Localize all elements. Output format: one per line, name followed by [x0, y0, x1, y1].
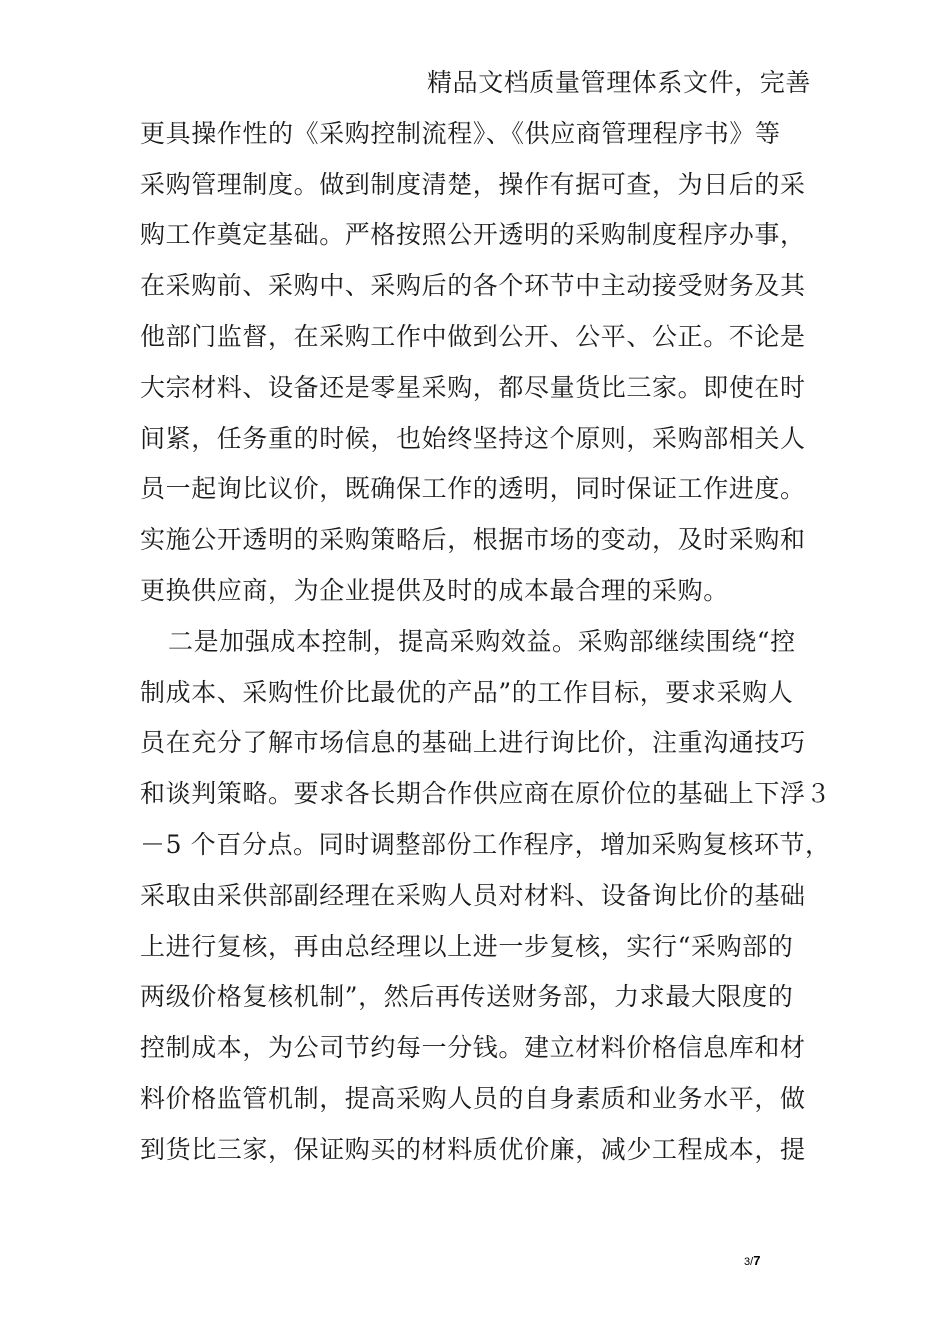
text-line: 料价格监管机制，提高采购人员的自身素质和业务水平，做	[140, 1083, 806, 1113]
text-line: 他部门监督，在采购工作中做到公开、公平、公正。不论是	[140, 321, 806, 351]
page-number-current: 3/	[744, 1256, 754, 1268]
text-line: 员在充分了解市场信息的基础上进行询比价，注重沟通技巧	[140, 728, 806, 758]
text-line-paragraph-start: 二是加强成本控制，提高采购效益。采购部继续围绕“控	[168, 626, 796, 656]
text-line-header: 精品文档质量管理体系文件，完善	[427, 68, 812, 97]
page-number-total: 7	[753, 1253, 761, 1268]
text-line: 控制成本，为公司节约每一分钱。建立材料价格信息库和材	[140, 1033, 806, 1063]
body-text	[140, 58, 832, 1176]
text-line: 员一起询比议价，既确保工作的透明，同时保证工作进度。	[140, 474, 806, 504]
text-line: 间紧，任务重的时候，也始终坚持这个原则，采购部相关人	[140, 423, 806, 453]
text-line: 更换供应商，为企业提供及时的成本最合理的采购。	[140, 575, 729, 605]
text-line: －5 个百分点。同时调整部份工作程序，增加采购复核环节，	[140, 829, 831, 859]
text-line: 购工作奠定基础。严格按照公开透明的采购制度程序办事，	[140, 220, 806, 250]
text-line: 采取由采供部副经理在采购人员对材料、设备询比价的基础	[140, 880, 806, 910]
text-line: 两级价格复核机制”，然后再传送财务部，力求最大限度的	[140, 982, 794, 1012]
text-line: 上进行复核，再由总经理以上进一步复核，实行“采购部的	[140, 931, 794, 961]
text-line: 更具操作性的《采购控制流程》、《供应商管理程序书》等	[140, 118, 781, 148]
text-line: 制成本、采购性价比最优的产品”的工作目标，要求采购人	[140, 677, 794, 707]
text-line: 大宗材料、设备还是零星采购，都尽量货比三家。即使在时	[140, 372, 806, 402]
text-line: 和谈判策略。要求各长期合作供应商在原价位的基础上下浮３	[140, 779, 832, 809]
page-number	[744, 1253, 760, 1268]
text-line: 采购管理制度。做到制度清楚，操作有据可查，为日后的采	[140, 169, 806, 199]
text-line: 实施公开透明的采购策略后，根据市场的变动，及时采购和	[140, 525, 806, 555]
text-line: 到货比三家，保证购买的材料质优价廉，减少工程成本，提	[140, 1134, 806, 1164]
text-line: 在采购前、采购中、采购后的各个环节中主动接受财务及其	[140, 271, 806, 301]
